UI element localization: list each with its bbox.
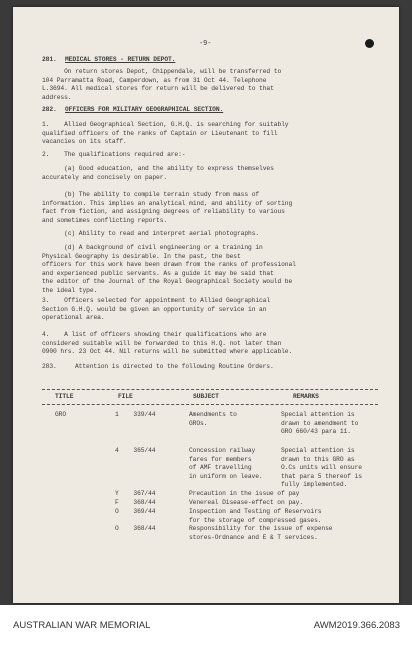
para-281-line: L.3694. All medical stores for return will be delivered to that	[42, 85, 274, 93]
para-282-item-line: vacancies on its staff.	[42, 138, 127, 146]
table-cell-file: Y 367/44	[115, 490, 156, 497]
para-282-item-line: 0900 hrs. 23 Oct 44. Nil returns will be submitted where applicable.	[42, 348, 293, 356]
table-cell-subject: Precaution in the issue of pay	[189, 490, 300, 497]
para-281-line: On return stores Depot, Chippendale, will be transferred to	[42, 68, 282, 75]
table-cell-file: O 369/44	[115, 508, 156, 515]
table-cell-subject: Venereal Disease-effect on pay.	[189, 499, 304, 506]
footer-bar	[0, 605, 412, 653]
para-282-item-line: 4. A list of officers showing their qualifications who are	[42, 331, 267, 338]
table-cell-subject: of AMF travelling	[189, 464, 252, 472]
para-283-number: 283.	[42, 363, 57, 370]
para-282-item-line: operational area.	[42, 314, 105, 322]
para-282-item-line: and sometimes conflicting reports.	[42, 216, 168, 224]
para-281-number: 281.	[42, 56, 57, 63]
table-cell-remarks: drawn to amendment to	[281, 419, 359, 427]
table-cell-remarks: O.Cs units will ensure	[281, 464, 362, 472]
para-282-item-line: (d) A background of civil engineering or a training in	[42, 244, 263, 251]
table-cell-subject: GROs.	[189, 419, 208, 427]
table-cell-subject: Inspection and Testing of Reservoirs	[189, 508, 322, 515]
para-282-item-line: Section G.H.Q. would be given an opportunity of service in an	[42, 305, 267, 313]
para-282-item-line: qualified officers of the ranks of Captain or Lieutenant to fill	[42, 129, 278, 137]
footer-accession-number: AWM2019.366.2083	[313, 620, 400, 631]
para-282-item-line: (c) Ability to read and interpret aerial photographs.	[42, 230, 260, 237]
para-282-item-line: accurately and concisely on paper.	[42, 173, 168, 181]
para-282-number: 282.	[42, 106, 57, 113]
para-282-item-line: fact from fiction, and assigning degrees of reliability to various	[42, 208, 285, 216]
para-282-item-line: Physical Geography is desirable. In the past, the best	[42, 252, 241, 260]
para-282-item-line: considered suitable will be forwarded to this H.Q. not later than	[42, 339, 282, 347]
para-281-line: 104 Parramatta Road, Camperdown, as from 31 Oct 44. Telephone	[42, 76, 267, 84]
table-cell-subject: Concession railway	[189, 447, 256, 454]
table-cell-subject: stores-Ordnance and E & T services.	[189, 533, 318, 541]
table-cell-remarks: Special attention is	[281, 411, 355, 418]
table-cell-subject: in uniform on leave.	[189, 472, 263, 480]
table-header-rule	[42, 404, 378, 405]
col-header-subject: SUBJECT	[193, 393, 219, 400]
para-282-item-line: 2. The qualifications required are:-	[42, 151, 186, 158]
table-cell-remarks: fully implemented.	[281, 481, 348, 489]
para-282-heading: OFFICERS FOR MILITARY GEOGRAPHICAL SECTION.	[65, 106, 224, 113]
table-cell-remarks: Special attention is	[281, 447, 355, 454]
punch-hole	[365, 39, 374, 48]
table-cell-title: GRO	[55, 411, 67, 418]
table-cell-subject: fares for members	[189, 455, 252, 463]
col-header-title: TITLE	[55, 393, 74, 400]
para-282-item-line: officers for this work have been drawn from the ranks of professional	[42, 261, 296, 269]
table-cell-remarks: that para 5 thereof is	[281, 472, 362, 480]
footer-institution: AUSTRALIAN WAR MEMORIAL	[13, 620, 151, 631]
para-281-line: address.	[42, 93, 72, 101]
para-282-item-line: (b) The ability to compile terrain study from mass of	[42, 191, 260, 198]
para-282-item-line: the editor of the Journal of the Royal Geographical Society would be	[42, 278, 293, 286]
para-281-heading: MEDICAL STORES - RETURN DEPOT.	[65, 56, 176, 63]
table-cell-file: 4 365/44	[115, 447, 156, 454]
document-page	[13, 7, 399, 603]
para-282-item-line: 3. Officers selected for appointment to Allied Geographical	[42, 297, 271, 304]
table-top-rule	[42, 389, 378, 390]
table-cell-remarks: drawn to this GRO as	[281, 455, 355, 463]
para-282-item-line: and experienced public servants. As a guide it may be said that	[42, 269, 274, 277]
para-283-text: Attention is directed to the following Routine Orders.	[75, 363, 274, 370]
table-cell-subject: Responsibility for the issue of expense	[189, 525, 333, 532]
page-number: -9-	[199, 40, 212, 48]
table-cell-file: F 368/44	[115, 499, 156, 506]
table-cell-file: O 368/44	[115, 525, 156, 532]
col-header-remarks: REMARKS	[293, 393, 319, 400]
table-cell-remarks: GRO 660/43 para 11.	[281, 428, 351, 436]
table-cell-subject: Amendments to	[189, 411, 237, 418]
para-282-item-line: 1. Allied Geographical Section, G.H.Q. is searching for suitably	[42, 121, 289, 128]
col-header-file: FILE	[118, 393, 133, 400]
para-282-item-line: information. This implies an analytical mind, and ability of sorting	[42, 199, 293, 207]
table-cell-subject: for the storage of compressed gases.	[189, 516, 322, 524]
para-282-item-line: (a) Good education, and the ability to express themselves	[42, 165, 274, 172]
table-cell-file: 1 339/44	[115, 411, 156, 418]
para-282-item-line: the ideal type.	[42, 287, 98, 294]
